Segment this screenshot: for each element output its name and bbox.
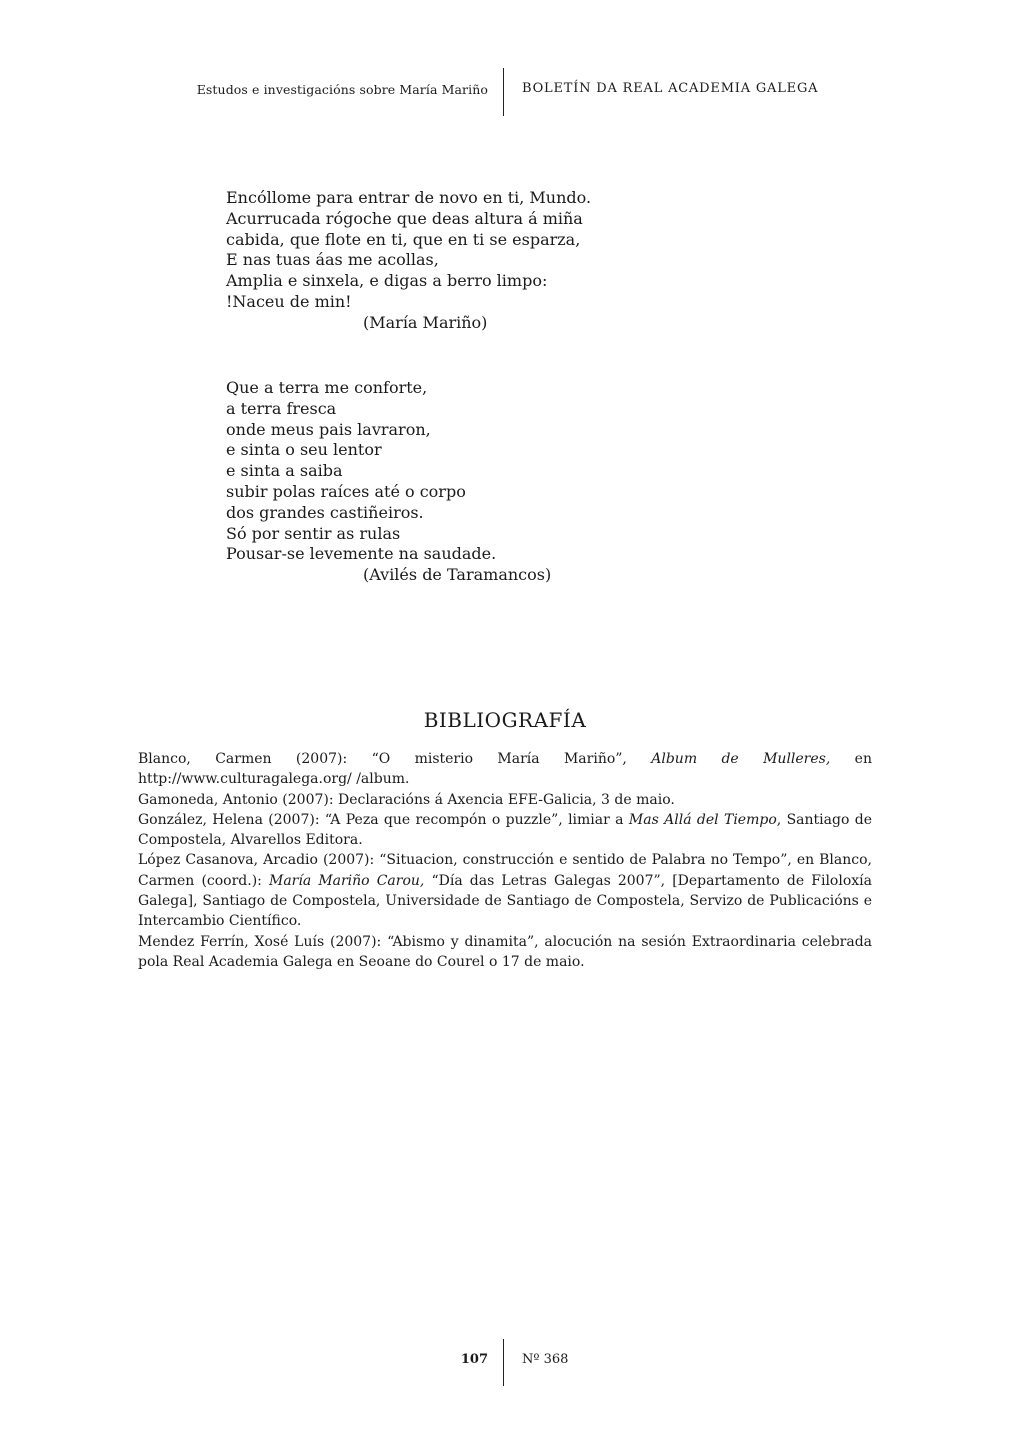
poem-line: subir polas raíces até o corpo — [226, 481, 466, 501]
entry-text: Blanco, Carmen (2007): “O misterio María Mariño”, — [138, 751, 652, 767]
poem-line: Só por sentir as rulas — [226, 523, 401, 543]
entry-text: , Santiago de Compostela, Alvarellos Editora. — [138, 811, 872, 849]
poem-attribution: (Avilés de Taramancos) — [363, 565, 552, 585]
entry-title: María Mariño Carou, — [269, 872, 425, 889]
poem-line: Encóllome para entrar de novo en ti, Mundo. — [226, 188, 592, 207]
entry-text: López Casanova, Arcadio (2007): “Situacion, construcción e sentido de Palabra no Tempo”, en Blanco, Carmen (coord.): — [138, 852, 872, 889]
poem-quote-2 — [226, 378, 551, 586]
entry-text: Mendez Ferrín, Xosé Luís (2007): “Abismo y dinamita”, alocución na sesión Extraordinaria celebrada pola Real Academia Galega en Seoane do Courel o 17 de maio. — [138, 933, 872, 970]
poem-line: e sinta o seu lentor — [226, 440, 382, 460]
poem-line: Amplia e sinxela, e digas a berro limpo: — [226, 271, 548, 291]
entry-text: en http://www.culturagalega.org/ /album. — [138, 751, 872, 788]
running-footer — [0, 1339, 1010, 1387]
bibliography-entry — [138, 932, 872, 973]
poem-line: cabida, que flote en ti, que en ti se esparza, — [226, 229, 581, 249]
issue-number: Nº 368 — [522, 1352, 569, 1367]
entry-text: “Día das Letras Galegas 2007”, [Departamento de Filoloxía Galega], Santiago de Compostela, Universidade de Santiago de Compostela, Servizo de Publicacións e Intercambio Científico. — [138, 872, 872, 930]
poem-line: a terra fresca — [226, 398, 337, 418]
poem-line: Acurrucada rógoche que deas altura á miña — [226, 208, 583, 228]
entry-title: Mas Allá del Tiempo — [628, 811, 777, 828]
header-divider — [503, 68, 504, 116]
poem-quote-1 — [226, 188, 591, 334]
poem-line: Pousar-se levemente na saudade. — [226, 544, 497, 564]
poem-line: !Naceu de min! — [226, 291, 352, 311]
header-journal-title: BOLETÍN DA REAL ACADEMIA GALEGA — [522, 81, 819, 96]
page-number: 107 — [460, 1352, 488, 1367]
footer-divider — [503, 1339, 504, 1386]
bibliography-entry — [138, 810, 872, 851]
bibliography-entry — [138, 749, 872, 790]
poem-line: onde meus pais lavraron, — [226, 419, 431, 439]
header-section-title: Estudos e investigacións sobre María Mariño — [196, 82, 488, 97]
bibliography-list — [138, 749, 872, 972]
bibliography-heading: BIBLIOGRAFÍA — [423, 708, 587, 732]
poem-line: Que a terra me conforte, — [226, 378, 428, 397]
bibliography-entry — [138, 790, 872, 810]
entry-title: Album de Mulleres, — [651, 751, 831, 767]
running-header — [0, 68, 1010, 118]
entry-text: Gamoneda, Antonio (2007): Declaracións á Axencia EFE-Galicia, 3 de maio. — [138, 791, 675, 808]
poem-line: E nas tuas áas me acollas, — [226, 250, 439, 270]
entry-text: González, Helena (2007): “A Peza que recompón o puzzle”, limiar a — [138, 811, 629, 828]
poem-line: dos grandes castiñeiros. — [226, 502, 424, 522]
bibliography-entry — [138, 850, 872, 931]
poem-attribution: (María Mariño) — [363, 312, 488, 332]
poem-line: e sinta a saiba — [226, 461, 343, 481]
